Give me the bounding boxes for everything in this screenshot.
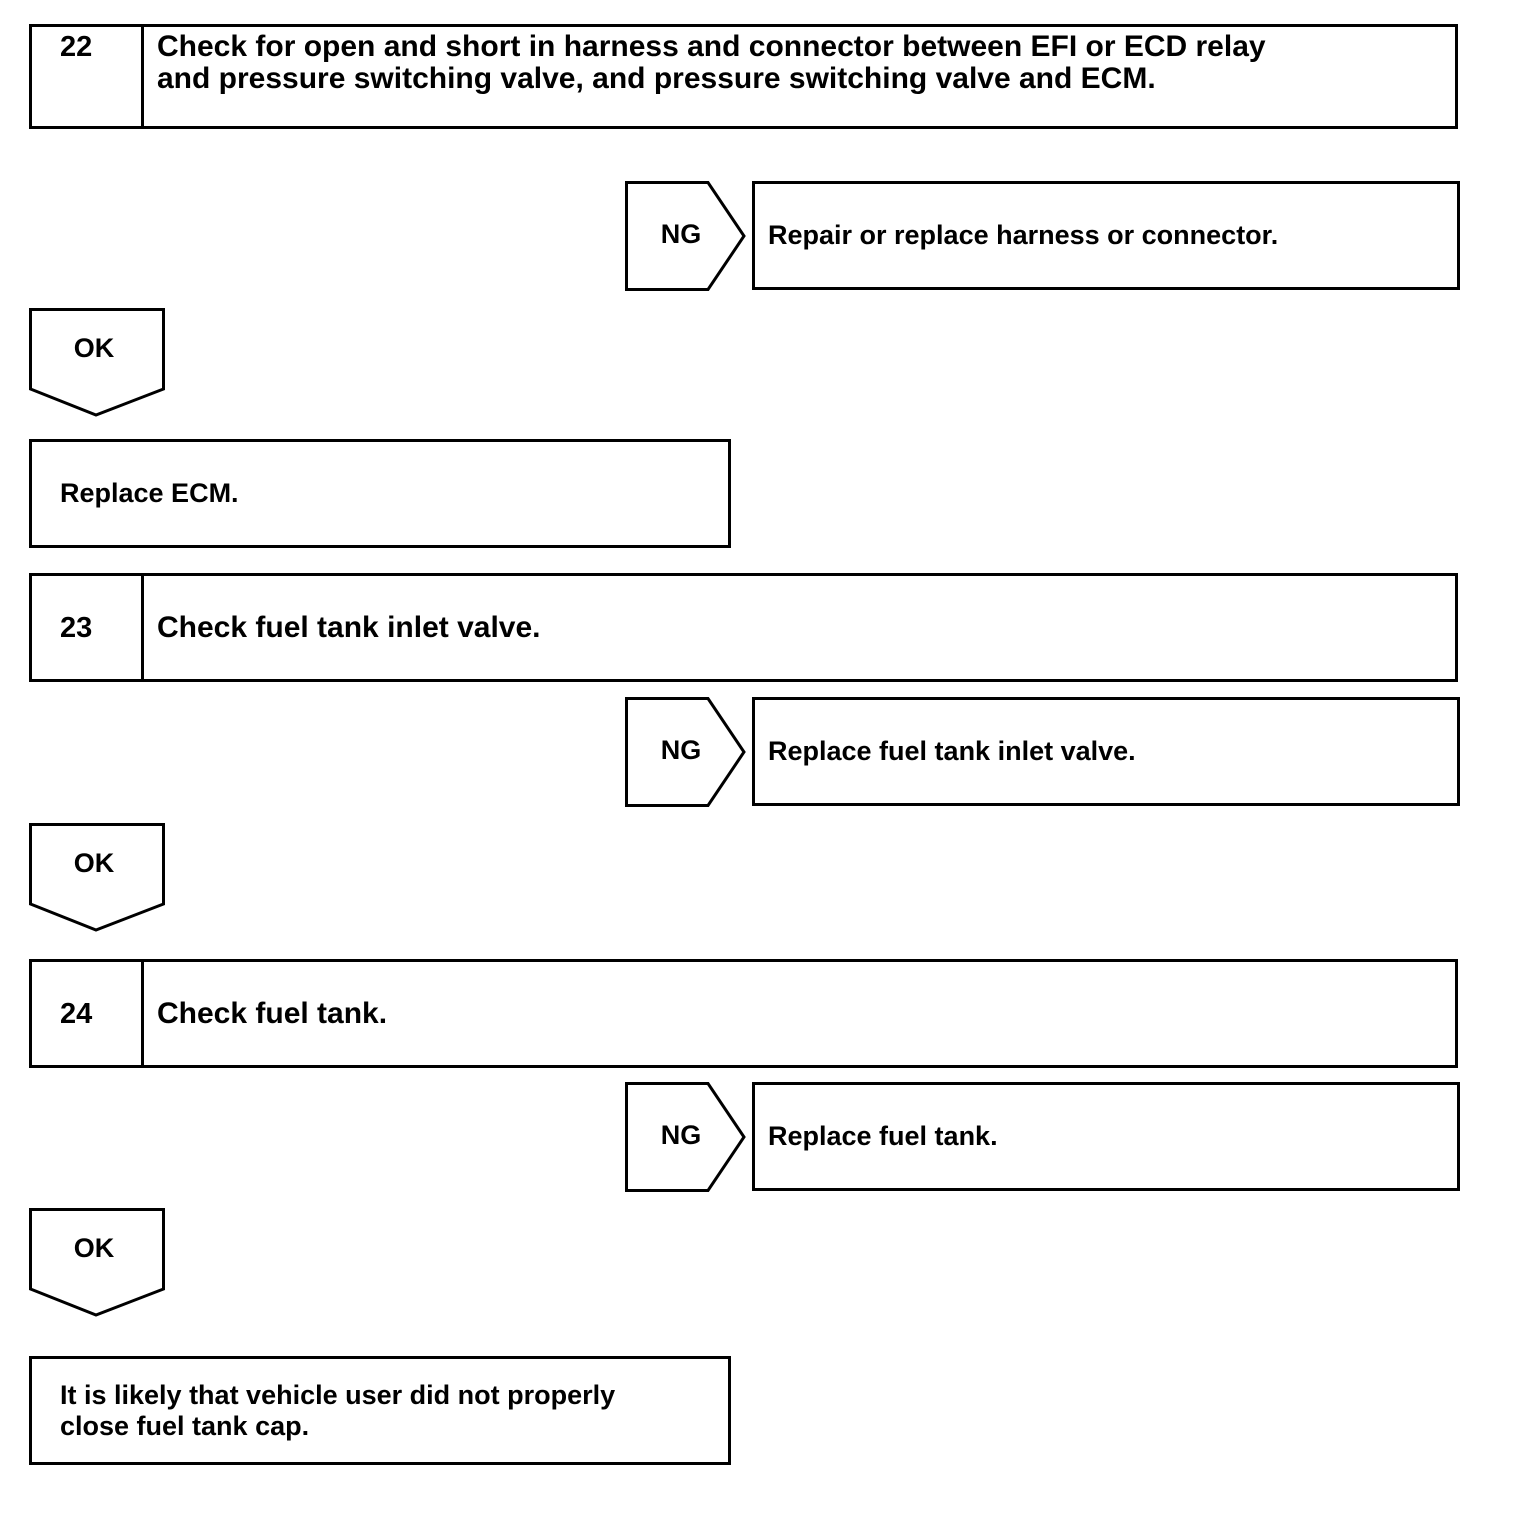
- ng-arrow: [625, 697, 747, 807]
- step-text-line: and pressure switching valve, and pressure switching valve and ECM.: [157, 62, 1156, 95]
- final-result-box: Replace ECM.: [29, 439, 731, 548]
- final-result-box: [29, 1356, 731, 1465]
- step-22-box: [29, 24, 1458, 129]
- ok-arrow: [29, 308, 165, 418]
- step-number: 22: [32, 27, 144, 126]
- final-result-line: close fuel tank cap.: [60, 1410, 310, 1441]
- step-number: 24: [32, 962, 144, 1065]
- step-text: Check fuel tank inlet valve.: [157, 611, 541, 644]
- ok-label: OK: [73, 333, 115, 363]
- ok-arrow: [29, 1208, 165, 1318]
- ng-label: NG: [660, 1120, 702, 1150]
- ng-result-box: Repair or replace harness or connector.: [752, 181, 1460, 290]
- step-text: [144, 27, 1455, 126]
- ng-arrow: [625, 1082, 747, 1192]
- ng-label: NG: [660, 735, 702, 765]
- step-text-line: Check for open and short in harness and connector between EFI or ECD relay: [157, 30, 1266, 63]
- ng-result-box: Replace fuel tank.: [752, 1082, 1460, 1191]
- final-result-line: It is likely that vehicle user did not properly: [60, 1379, 616, 1410]
- ok-label: OK: [73, 1233, 115, 1263]
- ng-label: NG: [660, 219, 702, 249]
- ok-arrow: [29, 823, 165, 933]
- ng-arrow: [625, 181, 747, 291]
- step-24-box: [29, 959, 1458, 1068]
- ok-label: OK: [73, 848, 115, 878]
- step-number: 23: [32, 576, 144, 679]
- step-23-box: [29, 573, 1458, 682]
- ng-result-box: Replace fuel tank inlet valve.: [752, 697, 1460, 806]
- step-text: Check fuel tank.: [157, 997, 388, 1030]
